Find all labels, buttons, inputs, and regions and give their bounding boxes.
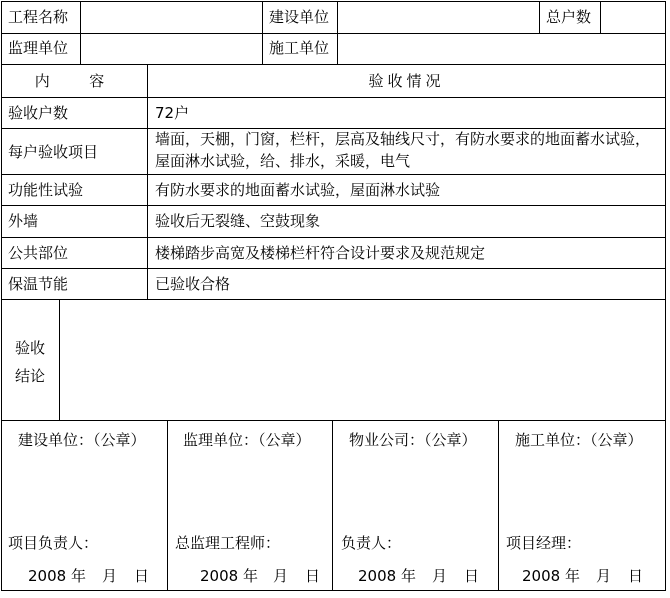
rule xyxy=(1,420,666,421)
signature-year: 2008 年 xyxy=(200,567,258,585)
signature-day: 日 xyxy=(464,567,480,585)
signature-person: 项目经理： xyxy=(506,534,582,552)
rule xyxy=(337,1,338,64)
rule xyxy=(1,64,666,65)
signature-month: 月 xyxy=(596,567,612,585)
signature-unit: 施工单位：（公章） xyxy=(515,431,643,449)
supervision-unit-label: 监理单位 xyxy=(8,39,69,57)
rule xyxy=(1,268,666,269)
rule xyxy=(262,1,263,64)
signature-unit: 监理单位：（公章） xyxy=(183,431,311,449)
border-right xyxy=(665,1,666,591)
rule xyxy=(1,1,666,2)
project-name-label: 工程名称 xyxy=(8,8,69,26)
column-header-result: 验收情况 xyxy=(368,72,445,90)
row-value: 72户 xyxy=(155,104,190,122)
signature-year: 2008 年 xyxy=(358,567,416,585)
signature-unit: 建设单位：（公章） xyxy=(18,431,146,449)
signature-month: 月 xyxy=(102,567,118,585)
total-households-label: 总户数 xyxy=(546,8,592,26)
rule xyxy=(147,64,148,299)
signature-year: 2008 年 xyxy=(522,567,580,585)
construction-unit-label: 建设单位 xyxy=(269,8,330,26)
contractor-label: 施工单位 xyxy=(269,39,330,57)
signature-day: 日 xyxy=(305,567,321,585)
row-label: 外墙 xyxy=(8,212,39,230)
rule xyxy=(59,299,60,420)
conclusion-label: 验收 xyxy=(15,339,46,357)
rule xyxy=(80,1,81,64)
row-value: 楼梯踏步高宽及楼梯栏杆符合设计要求及规范规定 xyxy=(155,244,486,262)
rule xyxy=(1,174,666,175)
rule xyxy=(167,420,168,590)
signature-month: 月 xyxy=(273,567,289,585)
row-label: 验收户数 xyxy=(8,104,69,122)
signature-day: 日 xyxy=(134,567,150,585)
row-label: 功能性试验 xyxy=(8,181,84,199)
row-value: 验收后无裂缝、空鼓现象 xyxy=(155,212,321,230)
rule xyxy=(1,33,666,34)
rule xyxy=(332,420,333,590)
signature-unit: 物业公司：（公章） xyxy=(349,431,477,449)
rule xyxy=(1,205,666,206)
rule xyxy=(539,1,540,33)
signature-person: 项目负责人： xyxy=(8,534,99,552)
conclusion-label: 结论 xyxy=(15,367,46,385)
rule xyxy=(600,1,601,33)
signature-month: 月 xyxy=(432,567,448,585)
signature-person: 负责人： xyxy=(341,534,402,552)
rule xyxy=(498,420,499,590)
column-header-content: 内 容 xyxy=(34,72,115,90)
signature-person: 总监理工程师： xyxy=(175,534,281,552)
row-value: 有防水要求的地面蓄水试验，屋面淋水试验 xyxy=(155,181,441,199)
signature-day: 日 xyxy=(628,567,644,585)
row-label: 公共部位 xyxy=(8,244,69,262)
rule xyxy=(1,590,666,591)
rule xyxy=(1,97,666,98)
rule xyxy=(1,237,666,238)
row-label: 保温节能 xyxy=(8,275,69,293)
row-label: 每户验收项目 xyxy=(8,143,99,161)
row-value: 墙面，天棚，门窗，栏杆，层高及轴线尺寸，有防水要求的地面蓄水试验，屋面淋水试验，给、排水，采暖，电气 xyxy=(155,130,651,170)
signature-year: 2008 年 xyxy=(28,567,86,585)
row-value: 已验收合格 xyxy=(155,275,231,293)
rule xyxy=(1,299,666,300)
